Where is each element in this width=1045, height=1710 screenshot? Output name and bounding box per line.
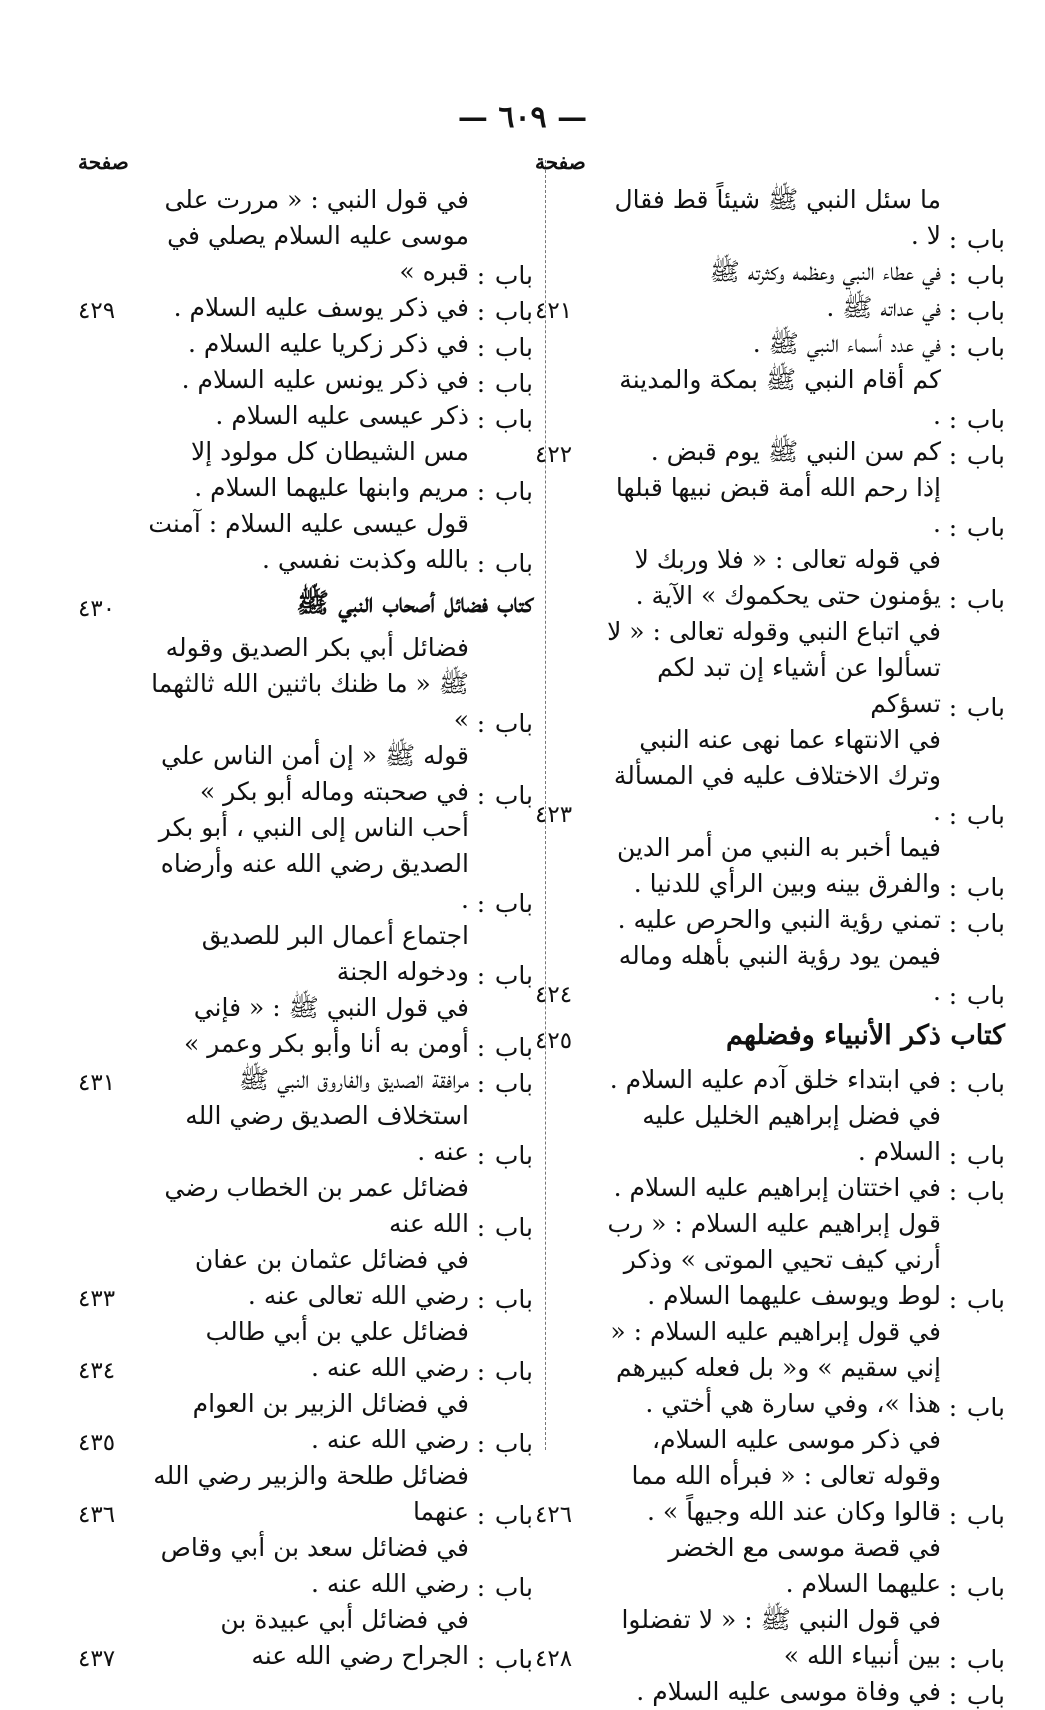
toc-entry — [535, 326, 1005, 362]
entry-text: في فضائل عثمان بن عفان رضي الله تعالى عنه . — [194, 1245, 469, 1310]
entry-label: باب — [494, 297, 533, 326]
entry-text: في وفاة موسى عليه السلام . — [636, 1677, 941, 1706]
entry-text: فيمن يود رؤية النبي بأهله وماله . — [618, 941, 941, 1006]
entry-text: في فضائل الزبير بن العوام رضي الله عنه . — [192, 1389, 469, 1454]
page-ref — [78, 916, 148, 918]
toc-entry — [535, 1098, 1005, 1170]
page-ref — [535, 1204, 605, 1206]
entry-text: في الانتهاء عما نهى عنه النبي وترك الاختلاف عليه في المسألة . — [613, 725, 941, 826]
page-ref — [78, 808, 148, 810]
toc-entry — [78, 1098, 533, 1170]
toc-entry — [78, 990, 533, 1062]
entry-label: باب — [494, 889, 533, 918]
page-ref: ٤٢٥ — [535, 1028, 573, 1054]
entry-separator: : — [948, 981, 958, 1010]
entry-text: في ابتداء خلق آدم عليه السلام . — [609, 1065, 941, 1094]
entry-label: باب — [494, 1141, 533, 1170]
toc-entry — [78, 1314, 533, 1386]
entry-text: استخلاف الصديق رضي الله عنه . — [185, 1101, 469, 1166]
toc-entry — [535, 362, 1005, 434]
entry-label: باب — [966, 261, 1005, 290]
entry-text: في اختتان إبراهيم عليه السلام . — [613, 1173, 941, 1202]
entry-text: في قول إبراهيم عليه السلام : « إني سقيم » و« بل فعله كبيرهم هذا »، وفي سارة هي أختي . — [610, 1317, 941, 1418]
page-ref: ٤٢٣ — [535, 802, 573, 828]
page-ref — [78, 736, 148, 738]
page-ref — [535, 1168, 605, 1170]
entry-label: باب — [966, 585, 1005, 614]
page-ref — [78, 360, 148, 362]
entry-label: باب — [494, 477, 533, 506]
entry-text: مرافقة الصديق والفاروق النبي ﷺ — [238, 1065, 469, 1094]
entry-separator: : — [948, 1501, 958, 1530]
page-ref: ٤٣٠ — [78, 596, 116, 622]
toc-entry — [535, 1602, 1005, 1674]
entry-separator: : — [476, 1429, 486, 1458]
page-ref — [535, 1312, 605, 1314]
entry-text: قول عيسى عليه السلام : آمنت بالله وكذبت نفسي . — [148, 509, 469, 574]
entry-label: باب — [494, 1033, 533, 1062]
page-ref — [535, 1600, 605, 1602]
entry-text: ما سئل النبي ﷺ شيئاً قط فقال لا . — [614, 185, 941, 250]
entry-label: باب — [494, 261, 533, 290]
page-ref — [78, 988, 148, 990]
entry-label: باب — [494, 1069, 533, 1098]
page-ref: ٤٣١ — [78, 1070, 116, 1096]
toc-entry — [78, 1242, 533, 1314]
right-column — [535, 150, 1005, 1710]
entry-separator: : — [476, 1069, 486, 1098]
entry-text: في ذكر موسى عليه السلام، وقوله تعالى : « فبرأه الله مما قالوا وكان عند الله وجيهاً » . — [631, 1425, 941, 1526]
entry-label: باب — [494, 1501, 533, 1530]
page-ref — [535, 1420, 605, 1422]
entry-separator: : — [476, 961, 486, 990]
toc-entry — [535, 1206, 1005, 1314]
entry-separator: : — [476, 333, 486, 362]
entry-text: في قول النبي ﷺ : « لا تفضلوا بين أنبياء الله » — [621, 1605, 941, 1670]
entry-label: باب — [966, 1573, 1005, 1602]
entry-label: باب — [494, 333, 533, 362]
entry-label: باب — [966, 1645, 1005, 1674]
entry-label: باب — [494, 369, 533, 398]
entry-separator: : — [476, 297, 486, 326]
entry-text: في قوله تعالى : « فلا وربك لا يؤمنون حتى يحكموك » الآية . — [634, 545, 941, 610]
entry-separator: : — [948, 1393, 958, 1422]
page-ref — [78, 396, 148, 398]
entry-label: باب — [966, 981, 1005, 1010]
entry-separator: : — [948, 297, 958, 326]
entry-label: باب — [966, 333, 1005, 362]
chapter-title: كتاب فضائل أصحاب النبي ﷺ — [296, 588, 533, 619]
toc-entry — [535, 1062, 1005, 1098]
entry-label: باب — [966, 1069, 1005, 1098]
entry-separator: : — [476, 1141, 486, 1170]
entry-label: باب — [966, 1177, 1005, 1206]
entry-text: قول إبراهيم عليه السلام : « رب أرني كيف تحيي الموتى » وذكر لوط ويوسف عليهما السلام . — [607, 1209, 941, 1310]
entry-text: فضائل أبي بكر الصديق وقوله ﷺ « ما ظنك باثنين الله ثالثهما » — [151, 633, 469, 734]
toc-entry — [535, 1314, 1005, 1422]
toc-entry — [78, 362, 533, 398]
chapter-title: كتاب ذكر الأنبياء وفضلهم — [726, 1020, 1005, 1051]
toc-entry — [78, 918, 533, 990]
toc-entry — [78, 738, 533, 810]
entry-text: في ذكر يونس عليه السلام . — [181, 365, 469, 394]
toc-entry — [535, 290, 1005, 326]
entry-separator: : — [476, 549, 486, 578]
page-ref — [78, 504, 148, 506]
toc-entry — [535, 614, 1005, 722]
toc-entry — [535, 542, 1005, 614]
toc-entry — [535, 938, 1005, 1010]
entry-text: تمني رؤية النبي والحرص عليه . — [617, 905, 941, 934]
entry-text: فضائل عمر بن الخطاب رضي الله عنه — [164, 1173, 469, 1238]
toc-entry — [535, 254, 1005, 290]
entry-label: باب — [494, 1645, 533, 1674]
entry-separator: : — [476, 1033, 486, 1062]
toc-entry — [78, 810, 533, 918]
entry-text: في فضائل أبي عبيدة بن الجراح رضي الله عنه — [220, 1605, 469, 1670]
toc-entry — [78, 1458, 533, 1530]
entry-separator: : — [476, 261, 486, 290]
entry-text: أحب الناس إلى النبي ، أبو بكر الصديق رضي الله عنه وأرضاه . — [158, 813, 469, 914]
entry-separator: : — [948, 441, 958, 470]
entry-text: في ذكر زكريا عليه السلام . — [187, 329, 469, 358]
toc-entry — [78, 1062, 533, 1098]
entry-text: في قول النبي : « مررت على موسى عليه السلام يصلي في قبره » — [164, 185, 469, 286]
entry-label: باب — [494, 549, 533, 578]
toc-entry — [535, 902, 1005, 938]
toc-entry — [78, 434, 533, 506]
entry-separator: : — [948, 261, 958, 290]
entry-text: في فضائل سعد بن أبي وقاص رضي الله عنه . — [160, 1533, 469, 1598]
entry-separator: : — [948, 333, 958, 362]
page-ref: ٤٢٦ — [535, 1502, 573, 1528]
entry-text: في ذكر يوسف عليه السلام . — [173, 293, 469, 322]
entry-label: باب — [494, 1429, 533, 1458]
entry-separator: : — [476, 1357, 486, 1386]
entry-separator: : — [948, 1141, 958, 1170]
entry-text: فيما أخبر به النبي من أمر الدين والفرق بينه وبين الرأي للدنيا . — [616, 833, 941, 898]
entry-label: باب — [494, 405, 533, 434]
entry-text: في اتباع النبي وقوله تعالى : « لا تسألوا عن أشياء إن تبد لكم تسؤكم — [607, 617, 941, 718]
toc-list — [78, 182, 533, 1674]
entry-separator: : — [948, 1069, 958, 1098]
entry-label: باب — [494, 1213, 533, 1242]
entry-label: باب — [494, 961, 533, 990]
toc-entry — [535, 1422, 1005, 1530]
entry-text: في عدد أسماء النبي ﷺ . — [752, 329, 941, 358]
page-ref — [535, 540, 605, 542]
page-ref — [78, 432, 148, 434]
page-ref — [535, 900, 605, 902]
entry-label: باب — [494, 1573, 533, 1602]
page-ref — [535, 360, 605, 362]
entry-label: باب — [966, 297, 1005, 326]
entry-separator: : — [948, 1177, 958, 1206]
toc-entry — [78, 1170, 533, 1242]
page-ref: ٤٣٥ — [78, 1430, 116, 1456]
page-column-header: صفحة — [535, 150, 586, 174]
toc-entry — [535, 1530, 1005, 1602]
entry-label: باب — [966, 693, 1005, 722]
entry-text: في قصة موسى مع الخضر عليهما السلام . — [668, 1533, 941, 1598]
toc-entry — [78, 182, 533, 290]
page-ref: ٤٢٨ — [535, 1646, 573, 1672]
entry-label: باب — [966, 225, 1005, 254]
entry-separator: : — [948, 1285, 958, 1314]
page-ref — [535, 288, 605, 290]
entry-separator: : — [476, 1573, 486, 1602]
entry-text: في عطاء النبي وعظمه وكثرته ﷺ — [709, 257, 941, 286]
entry-label: باب — [966, 1681, 1005, 1710]
toc-entry — [78, 630, 533, 738]
entry-text: اجتماع أعمال البر للصديق ودخوله الجنة — [201, 921, 469, 986]
entry-text: في قول النبي ﷺ : « فإني أومن به أنا وأبو بكر وعمر » — [184, 993, 469, 1058]
entry-label: باب — [966, 1501, 1005, 1530]
toc-entry — [78, 1530, 533, 1602]
entry-text: ذكر عيسى عليه السلام . — [215, 401, 469, 430]
entry-separator: : — [476, 1501, 486, 1530]
entry-separator: : — [476, 709, 486, 738]
toc-entry — [535, 722, 1005, 830]
toc-entry — [535, 1674, 1005, 1710]
entry-label: باب — [966, 1285, 1005, 1314]
entry-text: فضائل طلحة والزبير رضي الله عنهما — [153, 1461, 469, 1526]
toc-list — [535, 182, 1005, 1710]
entry-label: باب — [966, 873, 1005, 902]
chapter-heading — [78, 584, 533, 624]
entry-separator: : — [948, 693, 958, 722]
toc-entry — [535, 830, 1005, 902]
toc-entry — [535, 1170, 1005, 1206]
entry-label: باب — [966, 405, 1005, 434]
entry-text: كم أقام النبي ﷺ بمكة والمدينة . — [619, 365, 941, 430]
entry-separator: : — [948, 909, 958, 938]
entry-label: باب — [494, 1285, 533, 1314]
entry-separator: : — [476, 1213, 486, 1242]
page-ref — [535, 612, 605, 614]
entry-separator: : — [476, 1285, 486, 1314]
page-ref — [78, 1060, 148, 1062]
entry-text: إذا رحم الله أمة قبض نبيها قبلها . — [615, 473, 941, 538]
entry-text: قوله ﷺ « إن أمن الناس علي في صحبته وماله أبو بكر » — [160, 741, 469, 806]
page-ref — [78, 1600, 148, 1602]
entry-label: باب — [966, 1393, 1005, 1422]
entry-label: باب — [966, 909, 1005, 938]
entry-separator: : — [476, 369, 486, 398]
page-ref — [535, 936, 605, 938]
entry-separator: : — [476, 781, 486, 810]
page-ref: ٤٣٧ — [78, 1646, 116, 1672]
entry-separator: : — [948, 1681, 958, 1710]
page-ref — [535, 720, 605, 722]
entry-label: باب — [494, 781, 533, 810]
entry-label: باب — [494, 709, 533, 738]
entry-separator: : — [948, 225, 958, 254]
entry-text: فضائل علي بن أبي طالب رضي الله عنه . — [205, 1317, 469, 1382]
entry-text: في عداته ﷺ . — [826, 293, 941, 322]
entry-label: باب — [966, 801, 1005, 830]
entry-separator: : — [476, 889, 486, 918]
entry-separator: : — [948, 585, 958, 614]
toc-entry — [78, 1602, 533, 1674]
page-ref — [78, 1168, 148, 1170]
entry-separator: : — [948, 405, 958, 434]
toc-entry — [535, 182, 1005, 254]
page-ref: ٤٢٤ — [535, 982, 573, 1008]
entry-separator: : — [476, 405, 486, 434]
page-ref: ٤٣٤ — [78, 1358, 116, 1384]
page-ref — [535, 1096, 605, 1098]
entry-text: مس الشيطان كل مولود إلا مريم وابنها عليهما السلام . — [191, 437, 469, 502]
toc-entry — [78, 398, 533, 434]
toc-entry — [78, 1386, 533, 1458]
page-ref: ٤٢١ — [535, 298, 573, 324]
toc-entry — [535, 470, 1005, 542]
toc-entry — [535, 434, 1005, 470]
entry-separator: : — [476, 1645, 486, 1674]
entry-separator: : — [948, 513, 958, 542]
toc-entry — [78, 290, 533, 326]
entry-separator: : — [948, 1573, 958, 1602]
entry-separator: : — [948, 801, 958, 830]
entry-separator: : — [948, 1645, 958, 1674]
entry-text: في فضل إبراهيم الخليل عليه السلام . — [642, 1101, 941, 1166]
entry-label: باب — [494, 1357, 533, 1386]
entry-label: باب — [966, 1141, 1005, 1170]
page-column-header: صفحة — [78, 150, 129, 174]
left-column — [78, 150, 533, 1674]
chapter-heading — [535, 1016, 1005, 1056]
page-ref — [78, 288, 148, 290]
page-ref — [78, 576, 148, 578]
toc-entry — [78, 326, 533, 362]
page-number: — ٦٠٩ — — [457, 100, 588, 135]
page-ref: ٤٢٢ — [535, 442, 573, 468]
page-ref — [535, 252, 605, 254]
entry-label: باب — [966, 513, 1005, 542]
page-ref: ٤٢٩ — [78, 298, 116, 324]
page-ref: ٤٣٦ — [78, 1502, 116, 1528]
page-ref: ٤٣٣ — [78, 1286, 116, 1312]
entry-separator: : — [948, 873, 958, 902]
entry-separator: : — [476, 477, 486, 506]
page-ref — [535, 432, 605, 434]
page-ref — [78, 1240, 148, 1242]
entry-text: كم سن النبي ﷺ يوم قبض . — [650, 437, 941, 466]
toc-entry — [78, 506, 533, 578]
entry-label: باب — [966, 441, 1005, 470]
